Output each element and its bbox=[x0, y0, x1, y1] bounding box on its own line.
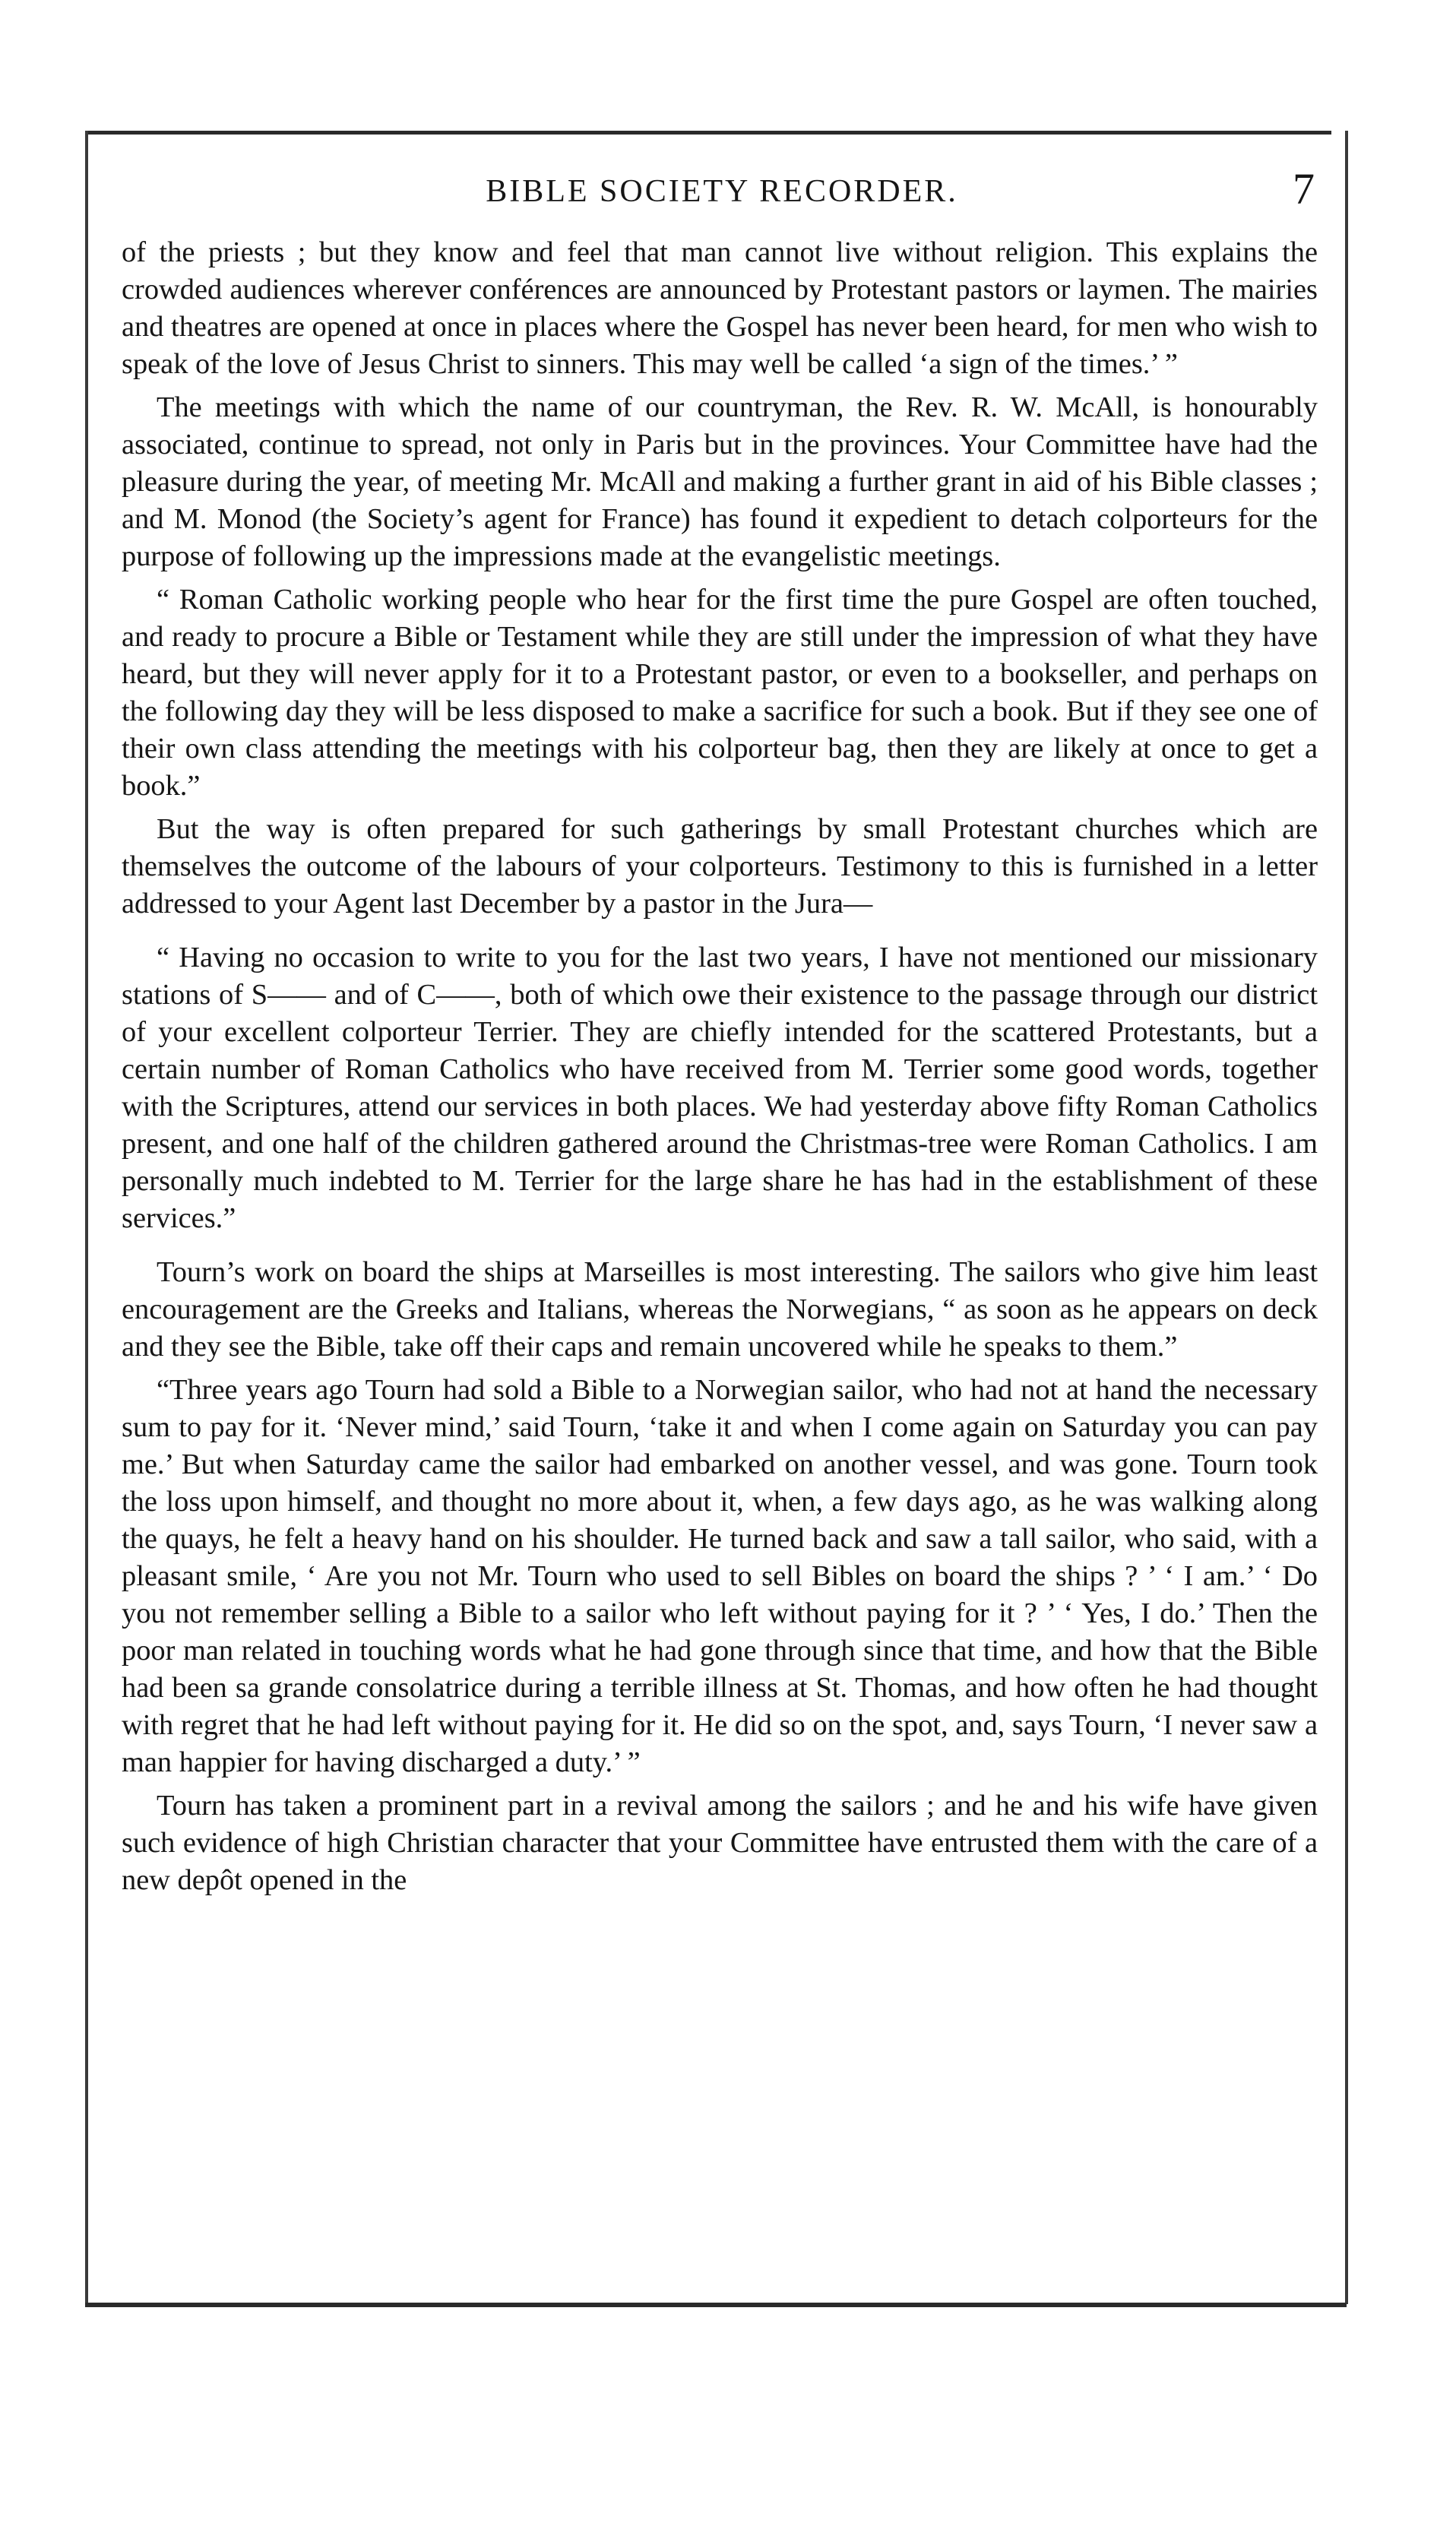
paragraph: Tourn’s work on board the ships at Marseilles is most interesting. The sailors who give him least encouragement are the Greeks and Italians, whereas the Norwegians, “ as soon as he appears on deck and they see the Bible, take off their caps and remain uncovered while he speaks to them.” bbox=[122, 1256, 1318, 1363]
left-border bbox=[85, 131, 88, 2304]
paragraph: But the way is often prepared for such gatherings by small Protestant churches which are themselves the outcome of the labours of your colporteurs. Testimony to this is furnished in a letter addressed to your Agent last December by a pastor in the Jura— bbox=[122, 813, 1318, 920]
page-number: 7 bbox=[1293, 164, 1315, 214]
body-text bbox=[122, 234, 1318, 1899]
running-title: BIBLE SOCIETY RECORDER. bbox=[486, 174, 958, 209]
right-border bbox=[1345, 131, 1348, 2304]
page-header bbox=[114, 164, 1330, 222]
quoted-paragraph: “Three years ago Tourn had sold a Bible to a Norwegian sailor, who had not at hand the necessary sum to pay for it. ‘Never mind,’ said Tourn, ‘take it and when I come again on Saturday you can pay me.’ But when Saturday came the sailor had embarked on another vessel, and was gone. Tourn took the loss upon himself, and thought no more about it, when, a few days ago, as he was walking along the quays, he felt a heavy hand on his shoulder. He turned back and saw a tall sailor, who said, with a pleasant smile, ‘ Are you not Mr. Tourn who used to sell Bibles on board the ships ? ’ ‘ I am.’ ‘ Do you not remember selling a Bible to a sailor who left without paying for it ? ’ ‘ Yes, I do.’ Then the poor man related in touching words what he had gone through since that time, and how that the Bible had been sa grande consolatrice during a terrible illness at St. Thomas, and how often he had thought with regret that he had left without paying for it. He did so on the spot, and, says Tourn, ‘I never saw a man happier for having discharged a duty.’ ” bbox=[122, 1374, 1318, 1778]
paragraph: The meetings with which the name of our countryman, the Rev. R. W. McAll, is honourably associated, continue to spread, not only in Paris but in the provinces. Your Committee have had the pleasure during the year, of meeting Mr. McAll and making a further grant in aid of his Bible classes ; and M. Monod (the Society’s agent for France) has found it expedient to detach colporteurs for the purpose of following up the impressions made at the evangelistic meetings. bbox=[122, 391, 1318, 572]
bottom-rule bbox=[85, 2303, 1347, 2307]
top-rule bbox=[85, 131, 1331, 135]
quoted-letter: “ Having no occasion to write to you for the last two years, I have not mentioned our missionary stations of S—— and of C——, both of which owe their existence to the passage through our district of your excellent colporteur Terrier. They are chiefly intended for the scattered Protestants, but a certain number of Roman Catholics who have received from M. Terrier some good words, together with the Scriptures, attend our services in both places. We had yesterday above fifty Roman Catholics present, and one half of the children gathered around the Christmas-tree were Roman Catholics. I am personally much indebted to M. Terrier for the large share he has had in the establishment of these services.” bbox=[122, 942, 1318, 1234]
paragraph: of the priests ; but they know and feel that man cannot live without religion. This explains the crowded audiences wherever conférences are announced by Protestant pastors or laymen. The mairies and theatres are opened at once in places where the Gospel has never been heard, for men who wish to speak of the love of Jesus Christ to sinners. This may well be called ‘a sign of the times.’ ” bbox=[122, 236, 1318, 380]
paragraph: Tourn has taken a prominent part in a revival among the sailors ; and he and his wife have given such evidence of high Christian character that your Committee have entrusted them with the care of a new depôt opened in the bbox=[122, 1790, 1318, 1896]
quoted-paragraph: “ Roman Catholic working people who hear for the first time the pure Gospel are often touched, and ready to procure a Bible or Testament while they are still under the impression of what they have heard, but they will never apply for it to a Protestant pastor, or even to a bookseller, and perhaps on the following day they will be less disposed to make a sacrifice for such a book. But if they see one of their own class attending the meetings with his colporteur bag, then they are likely at once to get a book.” bbox=[122, 584, 1318, 802]
